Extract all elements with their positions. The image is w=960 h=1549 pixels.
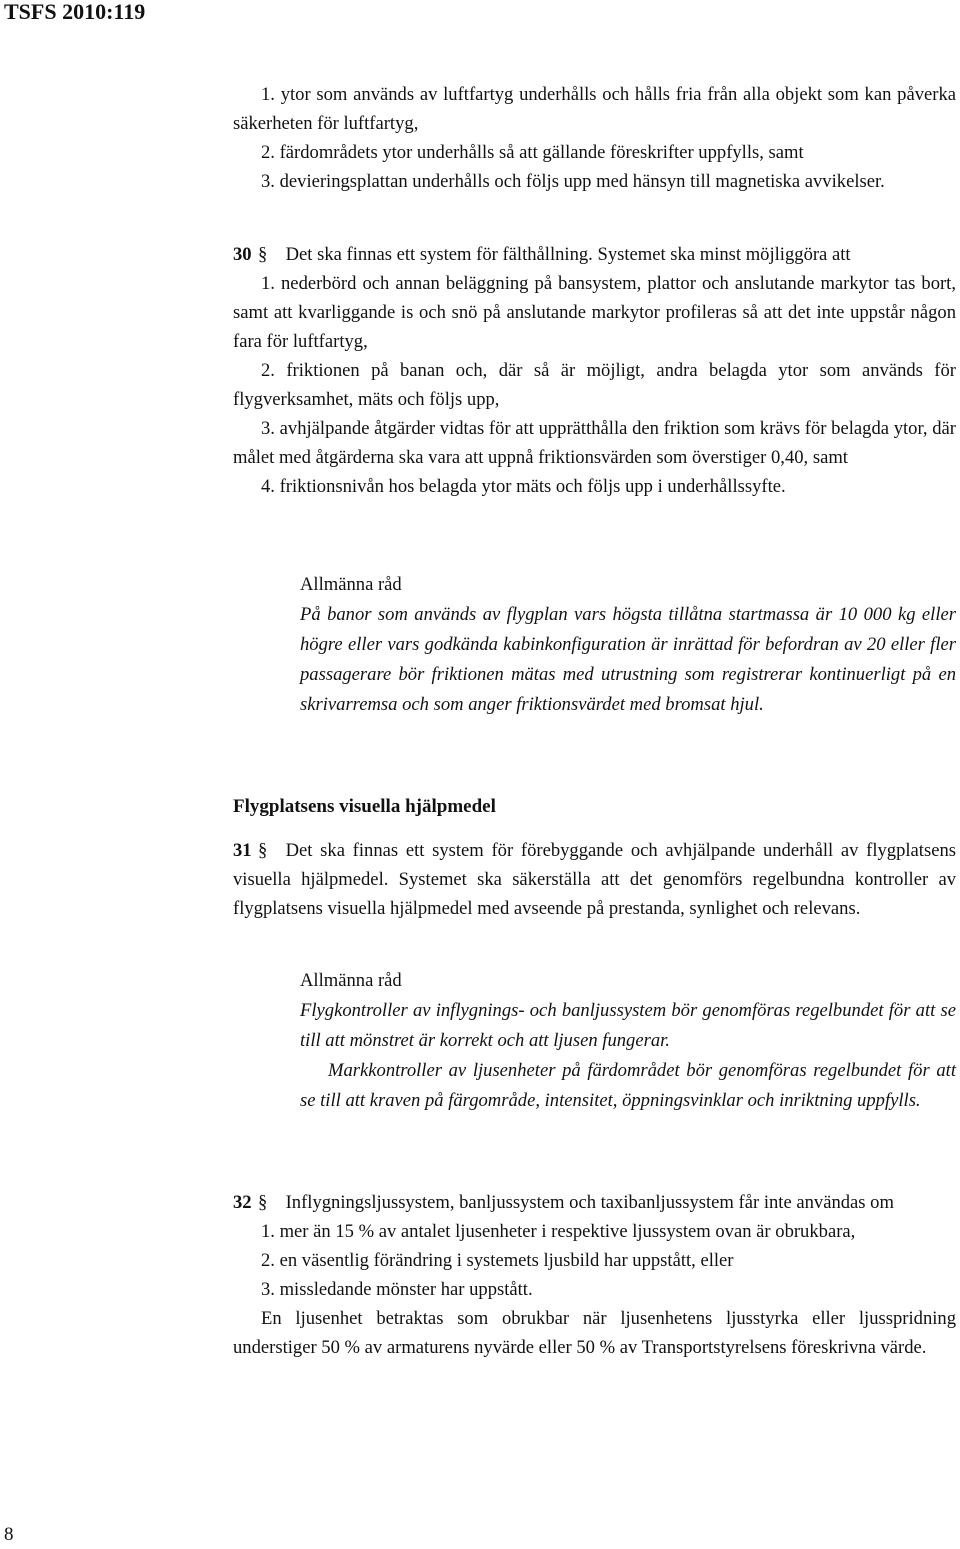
list-item: 2. en väsentlig förändring i systemets ljusbild har uppstått, eller <box>261 1250 734 1271</box>
document-header: TSFS 2010:119 <box>4 0 146 24</box>
list-item: 4. friktionsnivån hos belagda ytor mäts och följs upp i underhållssyfte. <box>261 476 786 497</box>
section-31 <box>233 836 956 923</box>
section-30 <box>233 240 956 501</box>
advice-paragraph: Flygkontroller av inflygnings- och banljussystem bör genomföras regelbundet för att se till att mönstret är korrekt och att ljusen fungerar. <box>300 1000 956 1051</box>
list-item: 2. färdområdets ytor underhålls så att gällande föreskrifter uppfylls, samt <box>261 142 804 163</box>
continuation-list <box>233 80 956 196</box>
section-text: Det ska finnas ett system för förebyggande och avhjälpande underhåll av flygplatsens visuella hjälpmedel. Systemet ska säkerställa att det genomförs regelbundna kontroller av flygplatsens visuella hjälpmedel med avseende på prestanda, synlighet och relevans. <box>233 840 956 919</box>
page-number: 8 <box>4 1524 14 1545</box>
section-text: Det ska finnas ett system för fälthållning. Systemet ska minst möjliggöra att <box>285 244 851 265</box>
paragraph-sign-icon: § <box>257 840 268 861</box>
list-item: 1. mer än 15 % av antalet ljusenheter i respektive ljussystem ovan är obrukbara, <box>261 1221 856 1242</box>
advice-heading: Allmänna råd <box>300 574 402 595</box>
list-item: 3. devieringsplattan underhålls och följs upp med hänsyn till magnetiska avvikelser. <box>261 171 885 192</box>
list-item: 1. ytor som används av luftfartyg underhålls och hålls fria från alla objekt som kan påverka säkerheten för luftfartyg, <box>233 84 956 134</box>
section-number: 31 <box>233 840 252 861</box>
advice-paragraph: På banor som används av flygplan vars högsta tillåtna startmassa är 10 000 kg eller högre eller vars godkända kabinkonfiguration är inrättad för befordran av 20 eller fler passagerare bör friktionen mätas med utrustning som registrerar kontinuerligt på en skrivarremsa och som anger friktionsvärdet med bromsat hjul. <box>300 604 956 715</box>
closing-paragraph: En ljusenhet betraktas som obrukbar när ljusenhetens ljusstyrka eller ljusspridning understiger 50 % av armaturens nyvärde eller 50 % av Transportstyrelsens föreskrivna värde. <box>233 1308 956 1358</box>
advice-paragraph: Markkontroller av ljusenheter på färdområdet bör genomföras regelbundet för att se till att kraven på färgområde, intensitet, öppningsvinklar och inriktning uppfylls. <box>300 1060 956 1111</box>
section-32 <box>233 1188 956 1362</box>
list-item: 1. nederbörd och annan beläggning på bansystem, plattor och anslutande markytor tas bort, samt att kvarliggande is och snö på anslutande markytor profileras så att det inte uppstår någon fara för luftfartyg, <box>233 273 956 352</box>
general-advice-1 <box>300 570 956 720</box>
paragraph-sign-icon: § <box>257 1192 268 1213</box>
section-number: 32 <box>233 1192 252 1213</box>
section-heading: Flygplatsens visuella hjälpmedel <box>233 796 496 817</box>
list-item: 3. missledande mönster har uppstått. <box>261 1279 533 1300</box>
section-text: Inflygningsljussystem, banljussystem och taxibanljussystem får inte användas om <box>285 1192 894 1213</box>
list-item: 3. avhjälpande åtgärder vidtas för att upprätthålla den friktion som krävs för belagda ytor, där målet med åtgärderna ska vara att uppnå friktionsvärden som överstiger 0,40, samt <box>233 418 956 468</box>
advice-heading: Allmänna råd <box>300 970 402 991</box>
list-item: 2. friktionen på banan och, där så är möjligt, andra belagda ytor som används för flygverksamhet, mäts och följs upp, <box>233 360 956 410</box>
paragraph-sign-icon: § <box>257 244 268 265</box>
section-number: 30 <box>233 244 252 265</box>
general-advice-2 <box>300 966 956 1116</box>
